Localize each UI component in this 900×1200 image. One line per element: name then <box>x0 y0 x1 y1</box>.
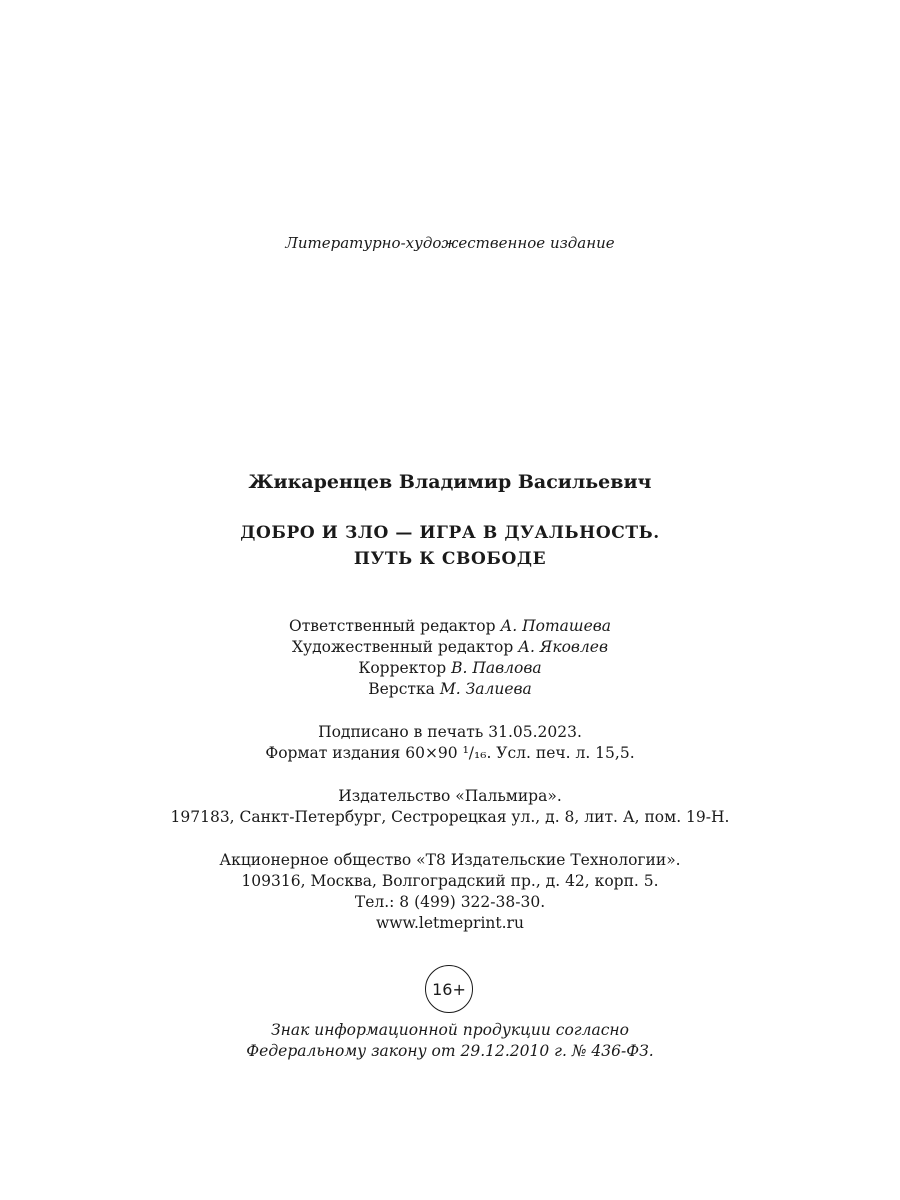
age-notice-line-1: Знак информационной продукции согласно <box>271 1021 629 1039</box>
credit-role: Корректор <box>358 659 447 677</box>
printer-address: 109316, Москва, Волгоградский пр., д. 42, корп. 5. <box>241 872 659 890</box>
print-format: Формат издания 60×90 ¹/₁₆. Усл. печ. л. 15,5. <box>265 744 635 762</box>
credit-layout <box>0 680 900 698</box>
age-notice-line-2: Федеральному закону от 29.12.2010 г. № 436-ФЗ. <box>246 1042 654 1060</box>
credit-role: Ответственный редактор <box>288 617 496 635</box>
credit-person: А. Поташева <box>500 617 611 635</box>
credit-role: Художественный редактор <box>291 638 514 656</box>
print-signed-date: Подписано в печать 31.05.2023. <box>318 723 582 741</box>
age-rating-badge: 16+ <box>425 965 473 1013</box>
printer-website: www.letmeprint.ru <box>376 914 524 932</box>
author-name: Жикаренцев Владимир Васильевич <box>248 471 652 493</box>
printer-name: Акционерное общество «Т8 Издательские Технологии». <box>219 851 681 869</box>
credit-person: А. Яковлев <box>518 638 608 656</box>
credit-editor <box>0 617 900 635</box>
credit-proofreader <box>0 659 900 677</box>
printer-phone: Тел.: 8 (499) 322-38-30. <box>354 893 546 911</box>
credit-art-editor <box>0 638 900 656</box>
book-title-line-1: ДОБРО И ЗЛО — ИГРА В ДУАЛЬНОСТЬ. <box>240 523 660 543</box>
publisher-name: Издательство «Пальмира». <box>338 787 562 805</box>
credit-person: М. Залиева <box>439 680 532 698</box>
book-title-line-2: ПУТЬ К СВОБОДЕ <box>353 549 547 569</box>
publisher-address: 197183, Санкт-Петербург, Сестрорецкая ул., д. 8, лит. А, пом. 19-Н. <box>170 808 730 826</box>
credit-role: Верстка <box>368 680 435 698</box>
genre-label: Литературно-художественное издание <box>285 234 615 252</box>
credit-person: В. Павлова <box>451 659 542 677</box>
